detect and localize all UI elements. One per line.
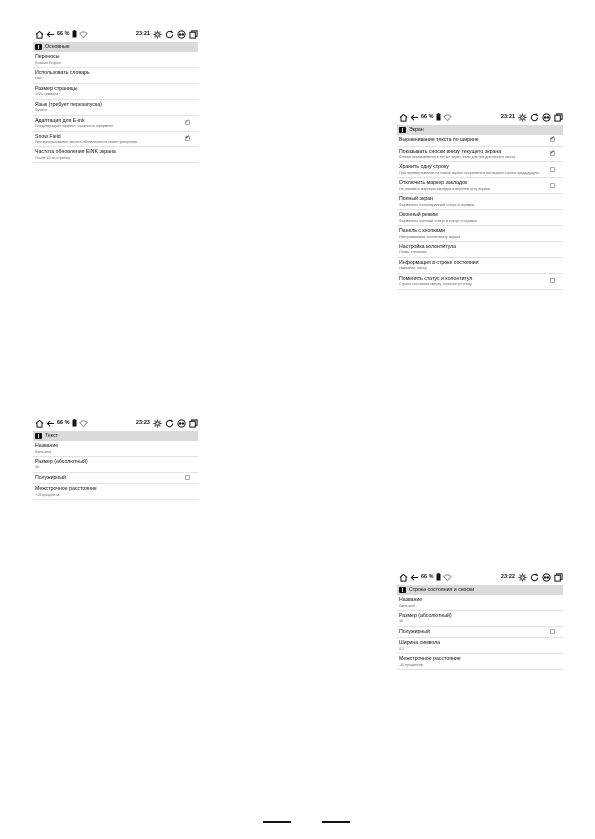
settings-item[interactable] <box>397 258 563 274</box>
settings-item[interactable] <box>33 52 198 68</box>
brightness-icon[interactable] <box>153 30 162 39</box>
reading-mode-icon[interactable] <box>177 30 186 39</box>
settings-item-title: Информация в строке состояния <box>399 259 479 266</box>
section-title: Текст <box>45 433 59 439</box>
checkbox-unchecked[interactable] <box>550 629 555 634</box>
reading-mode-icon[interactable] <box>542 573 551 582</box>
settings-item-title: Название <box>399 597 423 603</box>
settings-item[interactable] <box>33 132 198 148</box>
settings-item-subtitle: Название, Автор <box>399 266 427 271</box>
settings-item[interactable] <box>397 627 563 639</box>
rotate-icon[interactable] <box>530 113 539 122</box>
settings-item[interactable] <box>397 611 563 627</box>
settings-item-subtitle: Предотвращает эффект, сложность оформлен <box>35 124 114 129</box>
settings-item-title: Адаптация для E-ink <box>35 117 85 124</box>
settings-item[interactable] <box>33 116 198 132</box>
clock-time: 23:22 <box>500 574 515 580</box>
settings-item-subtitle: Sans-serif <box>35 449 52 454</box>
settings-item-subtitle: Формально полноэкранный статус и справка <box>399 202 474 207</box>
checkbox-checked[interactable] <box>185 136 190 141</box>
settings-item-subtitle: Sans-serif <box>399 603 416 608</box>
settings-item-subtitle: -20 процентов <box>399 662 423 667</box>
settings-item-subtitle: Строка состояния сверху, колонтитул снизу <box>399 282 472 287</box>
status-bar <box>397 109 563 125</box>
settings-item[interactable] <box>33 457 198 473</box>
section-title: Экран <box>409 127 424 133</box>
settings-item-title: Название <box>35 443 59 449</box>
settings-item-title: Размер (абсолютный) <box>35 458 88 465</box>
status-bar <box>397 569 563 585</box>
back-arrow-icon[interactable] <box>46 30 55 39</box>
settings-item-title: Частота обновления EINK экрана <box>35 149 116 156</box>
settings-item-title: Язык (требует перезапуска) <box>35 101 102 108</box>
section-title: Основные <box>45 44 70 50</box>
home-icon[interactable] <box>35 30 44 39</box>
checkbox-checked[interactable] <box>185 120 190 125</box>
settings-item[interactable] <box>397 274 563 290</box>
book-icon <box>35 433 42 439</box>
settings-item[interactable] <box>33 100 198 116</box>
settings-item[interactable] <box>397 210 563 226</box>
reading-mode-icon[interactable] <box>177 419 186 428</box>
checkbox-unchecked[interactable] <box>550 167 555 172</box>
settings-item-subtitle: +15 процентов <box>35 492 60 497</box>
settings-item[interactable] <box>397 242 563 258</box>
settings-item-subtitle: Russian English <box>35 60 61 65</box>
battery-icon <box>72 30 77 38</box>
settings-item[interactable] <box>33 68 198 84</box>
checkbox-unchecked[interactable] <box>185 475 190 480</box>
settings-item-title: Межстрочное расстояние <box>399 656 461 663</box>
settings-item-subtitle: 36 <box>399 619 403 624</box>
checkbox-unchecked[interactable] <box>550 183 555 188</box>
settings-item[interactable] <box>397 654 563 670</box>
clock-time: 23:21 <box>135 31 150 37</box>
book-icon <box>35 44 42 50</box>
settings-item[interactable] <box>397 595 563 611</box>
settings-item[interactable] <box>397 147 563 163</box>
settings-panel-main <box>33 26 198 163</box>
settings-item[interactable] <box>397 226 563 242</box>
status-bar <box>33 415 198 431</box>
page-mark-right <box>322 821 350 823</box>
battery-icon <box>72 419 77 427</box>
clock-time: 23:21 <box>500 114 515 120</box>
back-arrow-icon[interactable] <box>410 573 419 582</box>
settings-item[interactable] <box>397 162 563 178</box>
rotate-icon[interactable] <box>530 573 539 582</box>
settings-item-title: Полужирный <box>35 474 66 481</box>
checkbox-unchecked[interactable] <box>550 278 555 283</box>
section-header <box>33 431 198 441</box>
settings-item[interactable] <box>397 638 563 654</box>
rotate-icon[interactable] <box>165 30 174 39</box>
settings-item-title: Поменять статус и колонтитул <box>399 275 473 282</box>
settings-item-subtitle: System <box>35 108 47 113</box>
settings-item-title: Snow Field <box>35 133 61 140</box>
settings-item-subtitle: Формально оконный статус и статус и справка <box>399 218 477 223</box>
settings-item-subtitle: При перевертывании на новом экране сохраняется последняя строка предыдущего <box>399 170 540 175</box>
settings-item-title: Межстрочное расстояние <box>35 486 97 493</box>
settings-panel-text <box>33 415 198 500</box>
settings-item[interactable] <box>33 473 198 485</box>
clock-time: 23:23 <box>135 420 150 426</box>
checkbox-checked[interactable] <box>550 137 555 142</box>
rotate-icon[interactable] <box>165 419 174 428</box>
battery-icon <box>436 573 441 581</box>
settings-item-title: Ширина символа <box>399 640 441 647</box>
home-icon[interactable] <box>35 419 44 428</box>
back-arrow-icon[interactable] <box>410 113 419 122</box>
settings-item-title: Полужирный <box>399 628 430 635</box>
brightness-icon[interactable] <box>518 573 527 582</box>
settings-item-title: Панель с кнопками <box>399 228 445 235</box>
pages-icon[interactable] <box>189 30 198 39</box>
battery-percent: 66 % <box>421 574 434 580</box>
home-icon[interactable] <box>399 573 408 582</box>
settings-item[interactable] <box>397 135 563 147</box>
settings-item[interactable] <box>33 147 198 163</box>
pages-icon[interactable] <box>554 573 563 582</box>
settings-item-title: Размер (абсолютный) <box>399 612 452 619</box>
home-icon[interactable] <box>399 113 408 122</box>
settings-item-subtitle: Dsd <box>35 76 42 81</box>
settings-item-subtitle: Не рисовать маркеры закладок в верхнем углу экрана <box>399 186 490 191</box>
wifi-icon[interactable] <box>443 113 452 122</box>
status-bar <box>33 26 198 42</box>
battery-percent: 66 % <box>57 31 70 37</box>
battery-percent: 66 % <box>57 420 70 426</box>
wifi-icon[interactable] <box>443 573 452 582</box>
settings-item-subtitle: 36 <box>35 465 39 470</box>
settings-item-title: Настройка колонтитула <box>399 243 457 250</box>
checkbox-checked[interactable] <box>550 151 555 156</box>
settings-item[interactable] <box>397 178 563 194</box>
wifi-icon[interactable] <box>79 30 88 39</box>
settings-item-subtitle: После 15-ти страниц <box>35 155 70 160</box>
settings-item-subtitle: Глава, страницы <box>399 250 427 255</box>
reading-mode-icon[interactable] <box>542 113 551 122</box>
settings-item[interactable] <box>33 441 198 457</box>
settings-item[interactable] <box>397 194 563 210</box>
settings-item-title: Отключить маркер закладок <box>399 180 468 187</box>
section-header <box>33 42 198 52</box>
settings-item-title: Выравнивание текста по ширине <box>399 137 479 143</box>
brightness-icon[interactable] <box>518 113 527 122</box>
settings-item-title: Полный экран <box>399 196 434 203</box>
settings-item-subtitle: Сноски показываются в тех же экран, если для них достаточно места <box>399 155 516 159</box>
settings-item-title: Переносы <box>35 54 60 60</box>
settings-item-title: Размер страницы <box>35 85 78 92</box>
pages-icon[interactable] <box>554 113 563 122</box>
settings-panel-screen <box>397 109 563 290</box>
settings-item-title: Использовать словарь <box>35 69 90 76</box>
section-header <box>397 125 563 135</box>
settings-panel-status-footnotes <box>397 569 563 670</box>
book-icon <box>399 127 406 133</box>
page-mark-left <box>263 821 291 823</box>
settings-item-title: Хранить одну строку <box>399 164 449 171</box>
battery-percent: 66 % <box>421 114 434 120</box>
settings-item[interactable] <box>33 484 198 500</box>
section-header <box>397 585 563 595</box>
pages-icon[interactable] <box>189 419 198 428</box>
brightness-icon[interactable] <box>153 419 162 428</box>
book-icon <box>399 587 406 593</box>
settings-item-subtitle: При использовании частота обновления не может ускорения <box>35 140 137 145</box>
battery-icon <box>436 113 441 121</box>
settings-item-title: Оконный режим <box>399 212 438 219</box>
settings-item[interactable] <box>33 84 198 100</box>
settings-item-subtitle: 1024 символа <box>35 92 59 97</box>
wifi-icon[interactable] <box>79 419 88 428</box>
settings-item-subtitle: 0.2 <box>399 646 404 651</box>
settings-item-subtitle: Настраиваемая кнопок внизу экрана <box>399 234 461 239</box>
settings-item-title: Показывать сноски внизу текущего экрана <box>399 148 502 155</box>
back-arrow-icon[interactable] <box>46 419 55 428</box>
section-title: Строка состояния и сноски <box>409 587 475 593</box>
